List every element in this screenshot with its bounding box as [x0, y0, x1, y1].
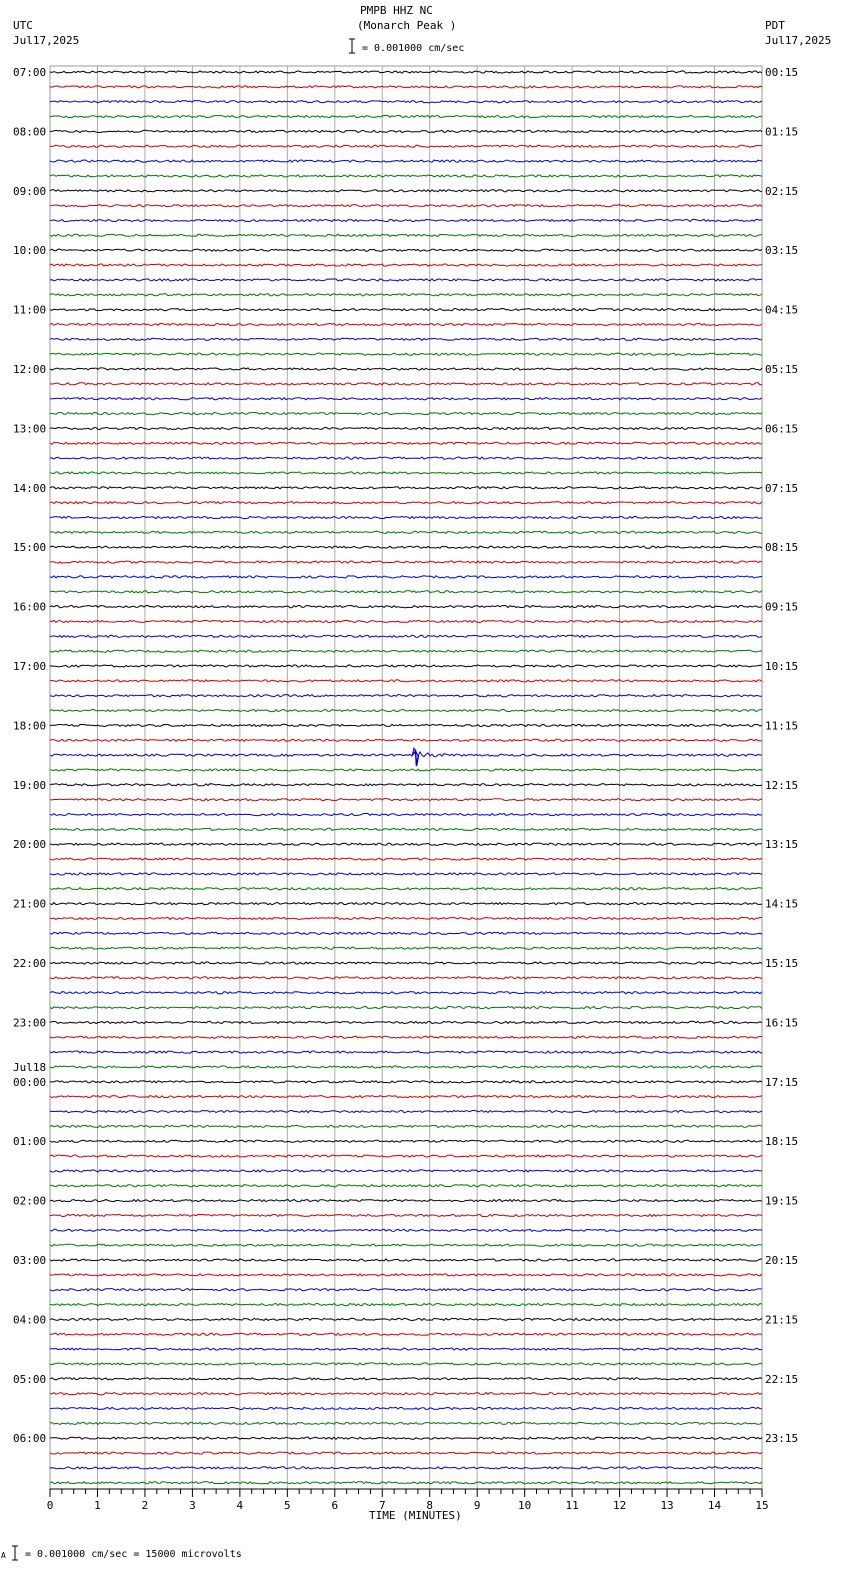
trace-line — [50, 748, 762, 757]
trace-line — [50, 323, 762, 325]
trace-line — [50, 1185, 762, 1187]
trace-line — [50, 917, 762, 919]
trace-line — [50, 413, 762, 415]
trace-line — [50, 1348, 762, 1350]
x-tick-label: 6 — [331, 1499, 339, 1512]
trace-line — [50, 1081, 762, 1083]
x-tick-label: 9 — [473, 1499, 481, 1512]
trace-line — [50, 219, 762, 221]
trace-line — [50, 1378, 762, 1380]
pdt-hour-label: 03:15 — [765, 244, 799, 258]
trace-line — [50, 724, 762, 726]
pdt-hour-label: 13:15 — [765, 838, 799, 852]
pdt-hour-label: 00:15 — [765, 66, 799, 79]
pdt-hour-label: 12:15 — [765, 778, 799, 792]
trace-line — [50, 888, 762, 890]
trace-line — [50, 368, 762, 370]
x-tick-label: 10 — [518, 1499, 532, 1512]
x-tick-label: 13 — [660, 1499, 674, 1512]
trace-line — [50, 1333, 762, 1335]
trace-line — [50, 680, 762, 682]
trace-line — [50, 205, 762, 207]
trace-line — [50, 457, 762, 459]
trace-line — [50, 502, 762, 504]
trace-line — [50, 620, 762, 622]
left-timezone: UTC — [13, 19, 33, 32]
x-tick-label: 7 — [378, 1499, 386, 1512]
footer-prefix: A — [1, 1551, 6, 1560]
trace-line — [50, 1170, 762, 1172]
trace-line — [50, 1007, 762, 1009]
trace-line — [50, 1304, 762, 1306]
utc-hour-label: 09:00 — [13, 184, 47, 198]
trace-line — [50, 784, 762, 786]
pdt-hour-label: 01:15 — [765, 125, 799, 139]
utc-hour-label: 00:00 — [13, 1075, 47, 1089]
pdt-hour-label: 08:15 — [765, 541, 799, 555]
trace-line — [50, 962, 762, 964]
utc-hour-label: 21:00 — [13, 897, 47, 911]
trace-line — [50, 710, 762, 712]
pdt-hour-label: 10:15 — [765, 660, 799, 673]
trace-line — [50, 190, 762, 192]
trace-line — [50, 1051, 762, 1053]
pdt-hour-label: 23:15 — [765, 1432, 799, 1446]
trace-line — [50, 130, 762, 132]
trace-line — [50, 1066, 762, 1068]
trace-line — [50, 1467, 762, 1469]
location-subtitle: (Monarch Peak ) — [357, 19, 457, 32]
utc-hour-label: 10:00 — [13, 244, 47, 258]
trace-line — [50, 353, 762, 355]
x-axis-label: TIME (MINUTES) — [369, 1509, 462, 1522]
utc-hour-label: 13:00 — [13, 422, 47, 436]
pdt-hour-label: 21:15 — [765, 1313, 799, 1327]
trace-line — [50, 442, 762, 444]
trace-line — [50, 531, 762, 533]
trace-line — [50, 1140, 762, 1142]
trace-line — [50, 561, 762, 563]
x-tick-label: 2 — [141, 1499, 149, 1512]
utc-hour-label: 11:00 — [13, 303, 47, 317]
pdt-hour-label: 14:15 — [765, 897, 799, 911]
trace-line — [50, 294, 762, 296]
pdt-hour-label: 17:15 — [765, 1075, 799, 1089]
utc-hour-label: 05:00 — [13, 1372, 47, 1386]
trace-line — [50, 1452, 762, 1454]
trace-line — [50, 606, 762, 608]
trace-line — [50, 1110, 762, 1112]
x-tick-label: 11 — [565, 1499, 579, 1512]
trace-line — [50, 769, 762, 771]
pdt-hour-label: 22:15 — [765, 1372, 799, 1386]
x-tick-label: 1 — [94, 1499, 101, 1512]
trace-line — [50, 947, 762, 949]
right-date: Jul17,2025 — [765, 34, 832, 47]
pdt-hour-label: 09:15 — [765, 600, 799, 614]
pdt-hour-label: 05:15 — [765, 363, 799, 376]
trace-line — [50, 799, 762, 801]
trace-line — [50, 1422, 762, 1424]
trace-line — [50, 1274, 762, 1276]
utc-hour-label: 15:00 — [13, 541, 47, 555]
pdt-hour-label: 06:15 — [765, 422, 799, 436]
trace-line — [50, 932, 762, 934]
pdt-hour-label: 16:15 — [765, 1016, 799, 1030]
trace-line — [50, 992, 762, 994]
footer-calibration: = 0.001000 cm/sec = 15000 microvolts — [25, 1549, 242, 1560]
trace-line — [50, 903, 762, 905]
trace-line — [50, 338, 762, 340]
scale-label: = 0.001000 cm/sec — [362, 43, 465, 54]
pdt-hour-label: 19:15 — [765, 1194, 799, 1208]
trace-line — [50, 234, 762, 236]
x-tick-label: 14 — [707, 1499, 722, 1512]
trace-line — [50, 813, 762, 815]
trace-line — [50, 116, 762, 118]
utc-hour-label: 02:00 — [13, 1194, 47, 1208]
trace-line — [50, 1125, 762, 1127]
utc-hour-label: 18:00 — [13, 719, 47, 733]
trace-line — [50, 1229, 762, 1231]
trace-line — [50, 427, 762, 429]
x-tick-label: 3 — [189, 1499, 196, 1512]
trace-line — [50, 249, 762, 251]
pdt-hour-label: 18:15 — [765, 1135, 799, 1149]
station-title: PMPB HHZ NC — [360, 4, 433, 17]
trace-line — [50, 264, 762, 266]
pdt-hour-label: 02:15 — [765, 184, 799, 198]
calibration-bar-icon — [12, 1546, 18, 1560]
trace-line — [50, 591, 762, 593]
utc-hour-label: 19:00 — [13, 778, 47, 792]
utc-hour-label: 07:00 — [13, 66, 47, 79]
trace-line — [50, 86, 762, 88]
utc-hour-label: 22:00 — [13, 957, 47, 970]
trace-line — [50, 1155, 762, 1157]
trace-line — [50, 739, 762, 741]
pdt-hour-label: 15:15 — [765, 957, 799, 970]
trace-line — [50, 1482, 762, 1484]
utc-hour-label: 23:00 — [13, 1016, 47, 1030]
trace-line — [50, 1289, 762, 1291]
trace-line — [50, 1021, 762, 1023]
trace-line — [50, 1244, 762, 1246]
x-tick-label: 8 — [426, 1499, 434, 1512]
trace-line — [50, 472, 762, 474]
pdt-hour-label: 11:15 — [765, 719, 799, 733]
trace-line — [50, 160, 762, 162]
utc-hour-label: 04:00 — [13, 1313, 47, 1327]
utc-hour-label: 08:00 — [13, 125, 47, 139]
trace-line — [50, 145, 762, 147]
trace-line — [50, 843, 762, 845]
trace-line — [50, 1393, 762, 1395]
trace-line — [50, 635, 762, 637]
trace-line — [50, 487, 762, 489]
utc-hour-label: 14:00 — [13, 481, 47, 495]
utc-hour-label: 06:00 — [13, 1432, 47, 1446]
seismic-traces — [50, 71, 762, 1484]
trace-line — [50, 1318, 762, 1320]
trace-line — [50, 516, 762, 518]
utc-hour-label: 16:00 — [13, 600, 47, 614]
pdt-hour-label: 20:15 — [765, 1254, 799, 1267]
trace-line — [50, 1200, 762, 1202]
trace-line — [50, 398, 762, 400]
trace-line — [50, 1407, 762, 1409]
trace-line — [50, 828, 762, 830]
trace-line — [50, 1096, 762, 1098]
x-tick-label: 4 — [236, 1499, 244, 1512]
x-tick-label: 5 — [284, 1499, 291, 1512]
utc-hour-label: 03:00 — [13, 1254, 47, 1267]
trace-line — [50, 1036, 762, 1038]
x-tick-label: 0 — [46, 1499, 54, 1512]
utc-hour-label: 20:00 — [13, 838, 47, 852]
trace-line — [50, 383, 762, 385]
trace-line — [50, 279, 762, 281]
trace-line — [50, 175, 762, 177]
trace-line — [50, 546, 762, 548]
utc-hour-label: 12:00 — [13, 363, 47, 376]
trace-line — [50, 695, 762, 697]
trace-line — [50, 977, 762, 979]
x-tick-label: 12 — [612, 1499, 627, 1512]
trace-line — [50, 71, 762, 73]
trace-line — [50, 1259, 762, 1261]
x-tick-label: 15 — [755, 1499, 769, 1512]
left-date: Jul17,2025 — [13, 34, 80, 47]
event-spike — [412, 751, 418, 766]
pdt-hour-label: 04:15 — [765, 303, 799, 317]
pdt-hour-label: 07:15 — [765, 481, 799, 495]
scale-bar-icon — [349, 39, 355, 53]
right-timezone: PDT — [765, 19, 785, 32]
trace-line — [50, 101, 762, 103]
trace-line — [50, 1437, 762, 1439]
trace-line — [50, 576, 762, 578]
utc-hour-label: 17:00 — [13, 660, 47, 673]
trace-line — [50, 650, 762, 652]
trace-line — [50, 665, 762, 667]
trace-line — [50, 309, 762, 311]
trace-line — [50, 858, 762, 860]
trace-line — [50, 873, 762, 875]
date-change-label: Jul18 — [13, 1060, 47, 1074]
trace-line — [50, 1363, 762, 1365]
trace-line — [50, 1214, 762, 1216]
utc-hour-label: 01:00 — [13, 1135, 47, 1149]
